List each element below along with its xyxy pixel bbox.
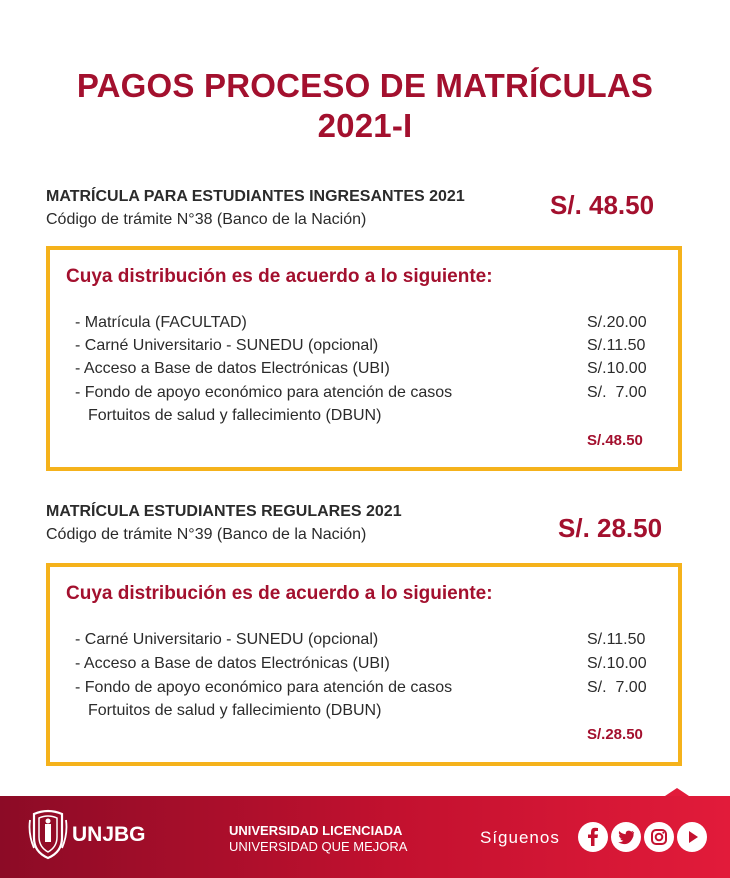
item-amount: S/.11.50 [587,631,646,648]
item-label: - Acceso a Base de datos Electrónicas (UBI) [75,360,390,377]
brand-name: UNJBG [72,823,146,846]
item-amount: S/.10.00 [587,360,647,377]
footer-bar [0,796,730,878]
item-label-continued: Fortuitos de salud y fallecimiento (DBUN) [88,702,382,719]
instagram-icon[interactable] [644,822,674,852]
follow-label: Síguenos [480,828,560,847]
box-total: S/.28.50 [587,726,643,743]
title-line-1: PAGOS PROCESO DE MATRÍCULAS [76,67,654,104]
item-amount: S/.20.00 [587,314,647,331]
item-label: - Fondo de apoyo económico para atención de casos [75,384,453,401]
title-line-2: 2021-I [317,107,413,144]
page-title [0,66,730,146]
item-amount: S/.10.00 [587,655,647,672]
item-label: - Acceso a Base de datos Electrónicas (UBI) [75,655,390,672]
item-label: - Carné Universitario - SUNEDU (opcional) [75,631,379,648]
distribution-box [46,563,682,766]
section-code: Código de trámite N°39 (Banco de la Nación) [46,526,367,543]
twitter-icon[interactable] [611,822,641,852]
section-heading: MATRÍCULA PARA ESTUDIANTES INGRESANTES 2021 [46,188,465,205]
distribution-box [46,246,682,471]
item-amount: S/. 7.00 [587,679,647,696]
facebook-icon[interactable] [578,822,608,852]
section-price: S/. 48.50 [550,190,655,220]
university-seal-icon [28,808,68,860]
box-title: Cuya distribución es de acuerdo a lo siguiente: [66,583,493,604]
section-price: S/. 28.50 [558,513,663,543]
footer-line-2: UNIVERSIDAD QUE MEJORA [229,839,408,854]
section-regulares-header [46,501,402,547]
section-heading: MATRÍCULA ESTUDIANTES REGULARES 2021 [46,503,402,520]
section-code: Código de trámite N°38 (Banco de la Nación) [46,211,367,228]
item-amount: S/.11.50 [587,337,646,354]
footer-line-1: UNIVERSIDAD LICENCIADA [229,823,403,838]
item-label: - Matrícula (FACULTAD) [75,314,247,331]
item-label-continued: Fortuitos de salud y fallecimiento (DBUN) [88,407,382,424]
item-amount: S/. 7.00 [587,384,647,401]
box-total: S/.48.50 [587,432,643,449]
youtube-icon[interactable] [677,822,707,852]
box-title: Cuya distribución es de acuerdo a lo siguiente: [66,266,493,287]
item-label: - Fondo de apoyo económico para atención de casos [75,679,453,696]
section-ingresantes-header [46,186,465,232]
item-label: - Carné Universitario - SUNEDU (opcional) [75,337,379,354]
